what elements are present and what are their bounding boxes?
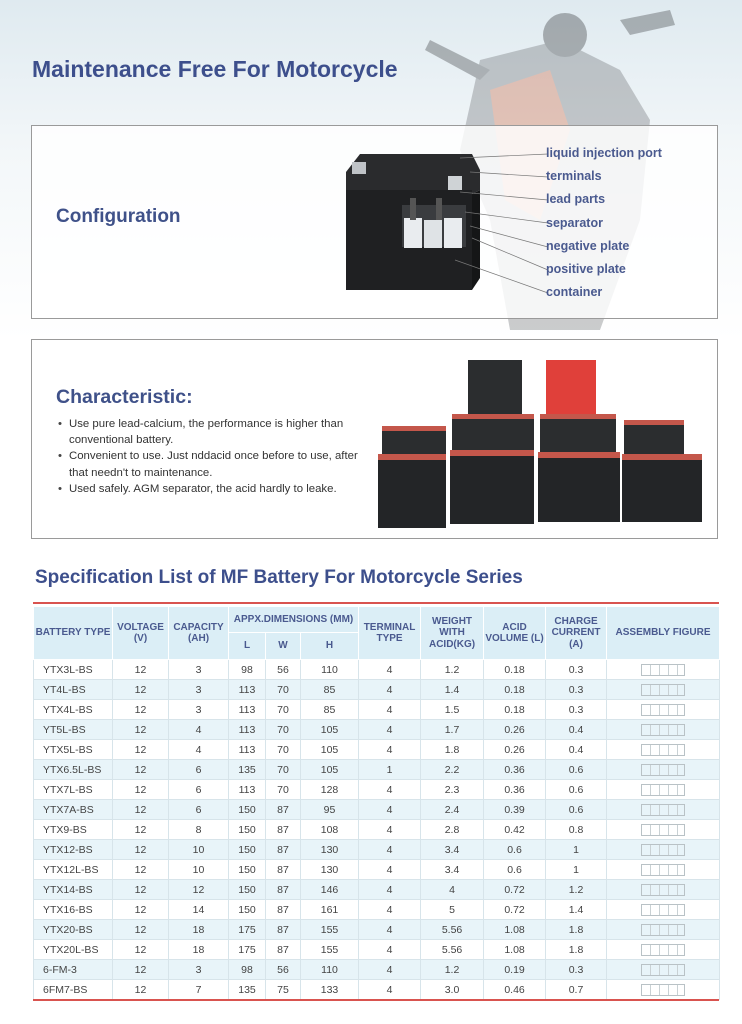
cell-height: 110 xyxy=(301,660,359,680)
configuration-heading: Configuration xyxy=(56,206,181,227)
assembly-figure-icon xyxy=(641,984,685,996)
cell-height: 146 xyxy=(301,880,359,900)
table-row xyxy=(34,840,720,860)
cell-capacity: 4 xyxy=(169,720,229,740)
cell-assembly-figure xyxy=(607,920,720,940)
bullet-icon: • xyxy=(58,418,62,430)
cell-charge-current: 0.4 xyxy=(546,740,607,760)
cell-voltage: 12 xyxy=(113,800,169,820)
cell-terminal-type: 4 xyxy=(359,860,421,880)
cell-capacity: 10 xyxy=(169,860,229,880)
cell-acid-volume: 0.6 xyxy=(484,840,546,860)
spec-heading: Specification List of MF Battery For Motorcycle Series xyxy=(35,567,523,588)
bottom-divider xyxy=(33,999,719,1001)
cell-width: 70 xyxy=(266,680,301,700)
cell-charge-current: 0.6 xyxy=(546,800,607,820)
cell-capacity: 6 xyxy=(169,800,229,820)
cell-assembly-figure xyxy=(607,840,720,860)
label-lead-parts: lead parts xyxy=(546,192,606,207)
cell-assembly-figure xyxy=(607,680,720,700)
cell-battery-type: YTX12-BS xyxy=(34,840,113,860)
cell-assembly-figure xyxy=(607,860,720,880)
cell-terminal-type: 4 xyxy=(359,660,421,680)
cell-capacity: 18 xyxy=(169,920,229,940)
cell-charge-current: 1.4 xyxy=(546,900,607,920)
cell-length: 150 xyxy=(229,800,266,820)
cell-assembly-figure xyxy=(607,820,720,840)
table-row xyxy=(34,700,720,720)
cell-acid-volume: 0.36 xyxy=(484,760,546,780)
cell-height: 161 xyxy=(301,900,359,920)
cell-width: 70 xyxy=(266,740,301,760)
cell-length: 150 xyxy=(229,840,266,860)
cell-capacity: 8 xyxy=(169,820,229,840)
cell-width: 70 xyxy=(266,780,301,800)
cell-acid-volume: 0.26 xyxy=(484,740,546,760)
cell-length: 135 xyxy=(229,760,266,780)
cell-terminal-type: 4 xyxy=(359,680,421,700)
cell-width: 70 xyxy=(266,700,301,720)
table-row xyxy=(34,980,720,1000)
battery-lineup-image xyxy=(376,352,706,532)
header-charge-current: CHARGE CURRENT (A) xyxy=(546,607,607,660)
label-container: container xyxy=(546,285,603,300)
cell-charge-current: 0.6 xyxy=(546,780,607,800)
cell-weight: 2.4 xyxy=(421,800,484,820)
cell-assembly-figure xyxy=(607,880,720,900)
cell-width: 87 xyxy=(266,940,301,960)
cell-weight: 5 xyxy=(421,900,484,920)
cell-width: 87 xyxy=(266,880,301,900)
cell-assembly-figure xyxy=(607,660,720,680)
table-row xyxy=(34,760,720,780)
cell-assembly-figure xyxy=(607,780,720,800)
cell-height: 85 xyxy=(301,680,359,700)
cell-length: 175 xyxy=(229,920,266,940)
cell-capacity: 7 xyxy=(169,980,229,1000)
cell-charge-current: 0.3 xyxy=(546,960,607,980)
cell-width: 87 xyxy=(266,820,301,840)
cell-length: 150 xyxy=(229,900,266,920)
cell-voltage: 12 xyxy=(113,760,169,780)
cell-assembly-figure xyxy=(607,980,720,1000)
assembly-figure-icon xyxy=(641,764,685,776)
cell-weight: 2.2 xyxy=(421,760,484,780)
cell-length: 150 xyxy=(229,880,266,900)
cell-capacity: 3 xyxy=(169,680,229,700)
characteristic-item: • Used safely. AGM separator, the acid hardly to leake. xyxy=(57,481,367,497)
cell-weight: 1.2 xyxy=(421,960,484,980)
cell-battery-type: 6FM7-BS xyxy=(34,980,113,1000)
cell-battery-type: YTX16-BS xyxy=(34,900,113,920)
spec-table-body xyxy=(34,660,720,1000)
cell-length: 175 xyxy=(229,940,266,960)
cell-height: 105 xyxy=(301,740,359,760)
cell-width: 87 xyxy=(266,840,301,860)
cell-charge-current: 1 xyxy=(546,860,607,880)
cell-height: 133 xyxy=(301,980,359,1000)
cell-assembly-figure xyxy=(607,740,720,760)
cell-terminal-type: 4 xyxy=(359,800,421,820)
cell-charge-current: 0.6 xyxy=(546,760,607,780)
cell-capacity: 12 xyxy=(169,880,229,900)
cell-charge-current: 0.3 xyxy=(546,680,607,700)
header-weight: WEIGHT WITH ACID(KG) xyxy=(421,607,484,660)
cell-length: 113 xyxy=(229,780,266,800)
table-row xyxy=(34,940,720,960)
cell-height: 95 xyxy=(301,800,359,820)
cell-acid-volume: 0.42 xyxy=(484,820,546,840)
page-title: Maintenance Free For Motorcycle xyxy=(32,56,398,82)
table-row xyxy=(34,720,720,740)
cell-acid-volume: 0.36 xyxy=(484,780,546,800)
assembly-figure-icon xyxy=(641,744,685,756)
characteristic-item: • Convenient to use. Just nddacid once before to use, after that needn't to maintenance. xyxy=(58,450,358,479)
cell-weight: 1.7 xyxy=(421,720,484,740)
header-acid-volume: ACID VOLUME (L) xyxy=(484,607,546,660)
cell-height: 155 xyxy=(301,940,359,960)
header-width: W xyxy=(266,633,301,660)
cell-acid-volume: 0.18 xyxy=(484,660,546,680)
cell-height: 130 xyxy=(301,840,359,860)
cell-battery-type: YTX4L-BS xyxy=(34,700,113,720)
cell-weight: 1.2 xyxy=(421,660,484,680)
cell-weight: 1.5 xyxy=(421,700,484,720)
assembly-figure-icon xyxy=(641,824,685,836)
cell-voltage: 12 xyxy=(113,920,169,940)
configuration-labels xyxy=(546,144,662,306)
cell-terminal-type: 4 xyxy=(359,780,421,800)
cell-length: 98 xyxy=(229,960,266,980)
cell-voltage: 12 xyxy=(113,680,169,700)
assembly-figure-icon xyxy=(641,924,685,936)
cell-length: 113 xyxy=(229,700,266,720)
cell-acid-volume: 0.72 xyxy=(484,880,546,900)
cell-weight: 5.56 xyxy=(421,920,484,940)
characteristic-item: • Use pure lead-calcium, the performance is higher than conventional battery. xyxy=(58,418,344,447)
cell-width: 75 xyxy=(266,980,301,1000)
cell-battery-type: YTX6.5L-BS xyxy=(34,760,113,780)
table-row xyxy=(34,740,720,760)
label-leader-lines xyxy=(400,150,550,295)
assembly-figure-icon xyxy=(641,664,685,676)
cell-height: 105 xyxy=(301,720,359,740)
cell-voltage: 12 xyxy=(113,720,169,740)
cell-charge-current: 0.4 xyxy=(546,720,607,740)
header-battery-type: BATTERY TYPE xyxy=(34,607,113,660)
cell-voltage: 12 xyxy=(113,860,169,880)
assembly-figure-icon xyxy=(641,844,685,856)
cell-capacity: 4 xyxy=(169,740,229,760)
cell-length: 98 xyxy=(229,660,266,680)
header-voltage: VOLTAGE (V) xyxy=(113,607,169,660)
cell-battery-type: YTX5L-BS xyxy=(34,740,113,760)
cell-assembly-figure xyxy=(607,900,720,920)
cell-height: 128 xyxy=(301,780,359,800)
cell-voltage: 12 xyxy=(113,980,169,1000)
cell-acid-volume: 0.46 xyxy=(484,980,546,1000)
cell-length: 113 xyxy=(229,680,266,700)
cell-charge-current: 1.8 xyxy=(546,940,607,960)
cell-assembly-figure xyxy=(607,960,720,980)
top-divider xyxy=(33,602,719,604)
cell-capacity: 3 xyxy=(169,660,229,680)
cell-battery-type: YT5L-BS xyxy=(34,720,113,740)
cell-battery-type: YT4L-BS xyxy=(34,680,113,700)
table-row xyxy=(34,660,720,680)
header-assembly-figure: ASSEMBLY FIGURE xyxy=(607,607,720,660)
label-negative-plate: negative plate xyxy=(546,238,630,253)
cell-assembly-figure xyxy=(607,700,720,720)
cell-assembly-figure xyxy=(607,720,720,740)
assembly-figure-icon xyxy=(641,784,685,796)
cell-voltage: 12 xyxy=(113,900,169,920)
label-liquid-injection-port: liquid injection port xyxy=(546,146,662,160)
cell-width: 56 xyxy=(266,660,301,680)
cell-voltage: 12 xyxy=(113,740,169,760)
cell-width: 56 xyxy=(266,960,301,980)
assembly-figure-icon xyxy=(641,964,685,976)
cell-battery-type: YTX12L-BS xyxy=(34,860,113,880)
cell-weight: 2.3 xyxy=(421,780,484,800)
cell-voltage: 12 xyxy=(113,840,169,860)
cell-terminal-type: 4 xyxy=(359,820,421,840)
cell-terminal-type: 4 xyxy=(359,980,421,1000)
bullet-icon: • xyxy=(58,450,62,463)
cell-weight: 2.8 xyxy=(421,820,484,840)
cell-width: 87 xyxy=(266,860,301,880)
assembly-figure-icon xyxy=(641,804,685,816)
cell-height: 108 xyxy=(301,820,359,840)
cell-length: 150 xyxy=(229,860,266,880)
cell-acid-volume: 0.19 xyxy=(484,960,546,980)
cell-terminal-type: 4 xyxy=(359,700,421,720)
spec-table xyxy=(33,606,720,1000)
cell-assembly-figure xyxy=(607,760,720,780)
cell-voltage: 12 xyxy=(113,960,169,980)
cell-height: 85 xyxy=(301,700,359,720)
header-terminal-type: TERMINAL TYPE xyxy=(359,607,421,660)
cell-battery-type: YTX3L-BS xyxy=(34,660,113,680)
assembly-figure-icon xyxy=(641,704,685,716)
cell-battery-type: YTX7A-BS xyxy=(34,800,113,820)
cell-battery-type: YTX9-BS xyxy=(34,820,113,840)
cell-acid-volume: 0.39 xyxy=(484,800,546,820)
cell-width: 87 xyxy=(266,900,301,920)
cell-voltage: 12 xyxy=(113,780,169,800)
cell-capacity: 3 xyxy=(169,960,229,980)
cell-charge-current: 0.3 xyxy=(546,660,607,680)
cell-height: 105 xyxy=(301,760,359,780)
cell-charge-current: 0.8 xyxy=(546,820,607,840)
cell-charge-current: 1 xyxy=(546,840,607,860)
cell-weight: 1.8 xyxy=(421,740,484,760)
cell-width: 87 xyxy=(266,800,301,820)
cell-voltage: 12 xyxy=(113,940,169,960)
cell-height: 155 xyxy=(301,920,359,940)
characteristic-heading: Characteristic: xyxy=(56,386,193,408)
cell-assembly-figure xyxy=(607,940,720,960)
table-row xyxy=(34,780,720,800)
cell-terminal-type: 4 xyxy=(359,920,421,940)
cell-voltage: 12 xyxy=(113,660,169,680)
cell-assembly-figure xyxy=(607,800,720,820)
bullet-icon: • xyxy=(58,482,62,495)
header-length: L xyxy=(229,633,266,660)
cell-weight: 3.4 xyxy=(421,860,484,880)
cell-weight: 4 xyxy=(421,880,484,900)
cell-capacity: 6 xyxy=(169,760,229,780)
cell-battery-type: 6-FM-3 xyxy=(34,960,113,980)
label-terminals: terminals xyxy=(546,169,602,184)
cell-terminal-type: 1 xyxy=(359,760,421,780)
cell-acid-volume: 0.18 xyxy=(484,700,546,720)
cell-width: 70 xyxy=(266,760,301,780)
cell-terminal-type: 4 xyxy=(359,880,421,900)
table-row xyxy=(34,920,720,940)
characteristic-list xyxy=(57,416,367,497)
cell-terminal-type: 4 xyxy=(359,740,421,760)
cell-capacity: 6 xyxy=(169,780,229,800)
cell-battery-type: YTX20L-BS xyxy=(34,940,113,960)
cell-terminal-type: 4 xyxy=(359,720,421,740)
cell-weight: 1.4 xyxy=(421,680,484,700)
assembly-figure-icon xyxy=(641,944,685,956)
cell-acid-volume: 0.26 xyxy=(484,720,546,740)
table-row xyxy=(34,880,720,900)
cell-voltage: 12 xyxy=(113,820,169,840)
table-row xyxy=(34,960,720,980)
assembly-figure-icon xyxy=(641,864,685,876)
cell-terminal-type: 4 xyxy=(359,960,421,980)
table-row xyxy=(34,820,720,840)
cell-voltage: 12 xyxy=(113,700,169,720)
cell-length: 135 xyxy=(229,980,266,1000)
cell-width: 87 xyxy=(266,920,301,940)
cell-battery-type: YTX14-BS xyxy=(34,880,113,900)
cell-acid-volume: 0.18 xyxy=(484,680,546,700)
cell-voltage: 12 xyxy=(113,880,169,900)
cell-length: 113 xyxy=(229,720,266,740)
cell-weight: 3.4 xyxy=(421,840,484,860)
cell-battery-type: YTX7L-BS xyxy=(34,780,113,800)
cell-width: 70 xyxy=(266,720,301,740)
cell-acid-volume: 1.08 xyxy=(484,920,546,940)
cell-terminal-type: 4 xyxy=(359,940,421,960)
label-positive-plate: positive plate xyxy=(546,261,626,276)
table-row xyxy=(34,860,720,880)
cell-weight: 3.0 xyxy=(421,980,484,1000)
table-row xyxy=(34,900,720,920)
assembly-figure-icon xyxy=(641,904,685,916)
header-dimensions: APPX.DIMENSIONS (MM) xyxy=(229,607,359,633)
cell-capacity: 3 xyxy=(169,700,229,720)
cell-length: 113 xyxy=(229,740,266,760)
cell-capacity: 14 xyxy=(169,900,229,920)
cell-height: 110 xyxy=(301,960,359,980)
cell-charge-current: 1.2 xyxy=(546,880,607,900)
cell-height: 130 xyxy=(301,860,359,880)
assembly-figure-icon xyxy=(641,884,685,896)
cell-capacity: 18 xyxy=(169,940,229,960)
table-row xyxy=(34,800,720,820)
table-row xyxy=(34,680,720,700)
assembly-figure-icon xyxy=(641,684,685,696)
cell-capacity: 10 xyxy=(169,840,229,860)
cell-terminal-type: 4 xyxy=(359,900,421,920)
cell-charge-current: 1.8 xyxy=(546,920,607,940)
assembly-figure-icon xyxy=(641,724,685,736)
cell-battery-type: YTX20-BS xyxy=(34,920,113,940)
cell-charge-current: 0.3 xyxy=(546,700,607,720)
header-height: H xyxy=(301,633,359,660)
cell-acid-volume: 1.08 xyxy=(484,940,546,960)
header-capacity: CAPACITY (AH) xyxy=(169,607,229,660)
cell-acid-volume: 0.6 xyxy=(484,860,546,880)
label-separator: separator xyxy=(546,215,603,230)
cell-charge-current: 0.7 xyxy=(546,980,607,1000)
cell-acid-volume: 0.72 xyxy=(484,900,546,920)
cell-terminal-type: 4 xyxy=(359,840,421,860)
cell-weight: 5.56 xyxy=(421,940,484,960)
cell-length: 150 xyxy=(229,820,266,840)
